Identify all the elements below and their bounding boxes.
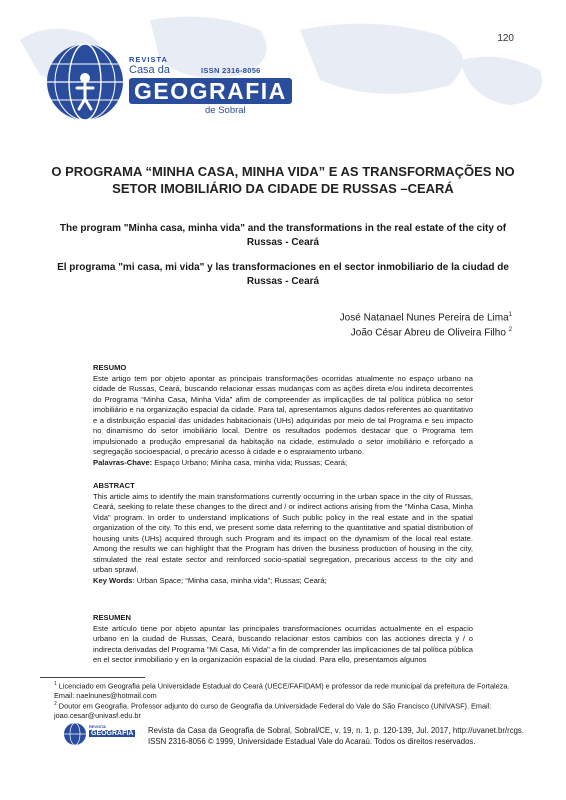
footnote-text: Licenciado em Geografia pela Universidade Estadual do Ceará (UECE/FAFIDAM) e professor da rede municipal da prefeitura de Fortaleza. Email: naelnunes@hotmail.com	[54, 681, 510, 700]
globe-icon	[45, 42, 125, 122]
footnote-2	[54, 700, 519, 720]
author-footnote-mark: 2	[508, 327, 512, 333]
logo-casa-da: Casa da	[129, 64, 170, 76]
footnote-divider	[40, 677, 145, 678]
resumen-heading: RESUMEN	[93, 613, 131, 622]
abstract-keywords: : Urban Space; “Minha casa, minha vida”; Russas; Ceará;	[132, 575, 327, 585]
abstract-heading: ABSTRACT	[93, 481, 135, 490]
page-number: 120	[497, 33, 514, 44]
footnote-1	[54, 680, 519, 700]
footer-logo	[63, 722, 133, 748]
journal-citation: Revista da Casa da Geografia de Sobral, Sobral/CE, v. 19, n. 1, p. 120-139, Jul. 2017, http://uvanet.br/rcgs. ISSN 2316-8056 © 1999, Universidade Estadual Vale do Acaraú. Todos os direitos reservados.	[148, 726, 524, 746]
title-spanish: El programa "mi casa, mi vida" y las transformaciones en el sector inmobiliario de la ciudad de Russas - Ceará	[57, 262, 509, 287]
resumo-text: Este artigo tem por objeto apontar as principais transformações ocorridas atualmente no espaço urbano na cidade de Russas, Ceará, buscando relacionar essas mudanças com as ações direta e/ou indireta decorrentes do Programa “Minha Casa, Minha Vida” afim de compreender as implicações de tal política pública no setor imobiliário e na organização espacial da cidade. Para tal, apresentamos alguns dados referentes ao quantitativo e a distribuição espacial das unidades habitacionais (UHs) adquiridas por meio de tal Programa e seu impacto no dinamismo do setor imobiliário local. Dentre os resultados podemos destacar que o Programa tem impulsionado a produção empresarial da habitação na cidade, estimulado o setor imobiliário e reforçado a segregação socioespacial, o precário acesso à cidade e o espraiamento urbano.	[93, 373, 473, 456]
footer-logo-geografia: GEOGRAFIA	[91, 730, 134, 737]
logo-revista: REVISTA	[129, 55, 168, 64]
author-1	[340, 312, 512, 323]
author-name: José Natanael Nunes Pereira de Lima	[339, 312, 509, 324]
footnote-mark: 1	[54, 681, 57, 687]
logo-issn: ISSN 2316-8056	[201, 66, 261, 75]
author-footnote-mark: 1	[508, 312, 512, 318]
footer-logo-revista: REVISTA	[89, 724, 107, 729]
resumo-keywords: Espaço Urbano; Minha casa, minha vida; Russas; Ceará;	[152, 457, 348, 467]
logo-de-sobral: de Sobral	[205, 105, 246, 116]
abstract-text: This article aims to identify the main transformations currently occurring in the urban space in the city of Russas, Ceará, seeking to relate these changes to the direct and / or indirect actions arising from the "Minha Casa, Minha Vida" program. In order to understand implications of Such public policy in the real estate and in the spatial organization of the city. To this end, we present some data referring to the quantitative and spatial distribution of housing units (UHs) acquired through such Program and its impact on the dynamism of the local real estate. Among the results we can highlight that the Program has driven the business production of housing in the city, stimulated the real estate sector and reinforced socio-spatial segregation, precarious access to the city and urban sprawl.	[93, 491, 473, 574]
logo-geografia: GEOGRAFIA	[129, 78, 292, 104]
title-english: The program "Minha casa, minha vida" and the transformations in the real estate of the city of Russas - Ceará	[59, 223, 507, 248]
footnote-mark: 2	[54, 701, 57, 707]
globe-icon	[63, 722, 87, 746]
journal-logo	[45, 42, 287, 122]
resumo-heading: RESUMO	[93, 363, 127, 372]
resumen-text: Este artículo tiene por objeto apuntar las principales transformaciones ocurridas actualmente en el espacio urbano en la ciudad de Russas, Ceará, buscando relacionar estos cambios con las acciones directa y / o indirecta derivadas del Programa "Mi Casa, Mi Vida" a fin de comprender las implicaciones de tal política pública en el sector inmobiliario y en la organización espacial de la ciudad. Para ello, presentamos algunos	[93, 623, 473, 664]
author-name: João César Abreu de Oliveira Filho	[350, 327, 506, 339]
author-2	[351, 327, 512, 338]
resumo-keywords-label: Palavras-Chave:	[93, 457, 153, 467]
resumo-section	[93, 363, 473, 468]
resumen-section	[93, 613, 473, 666]
abstract-keywords-label: Key Words	[93, 575, 133, 585]
title-portuguese: O PROGRAMA “MINHA CASA, MINHA VIDA” E AS TRANSFORMAÇÕES NO SETOR IMOBILIÁRIO DA CIDADE DE RUSSAS –CEARÁ	[51, 164, 515, 196]
abstract-section	[93, 481, 473, 586]
footnote-text: Doutor em Geografia. Professor adjunto do curso de Geografia da Universidade Federal do Vale do São Francisco (UNIVASF). Email: joao.cesar@univasf.edu.br	[54, 701, 492, 720]
